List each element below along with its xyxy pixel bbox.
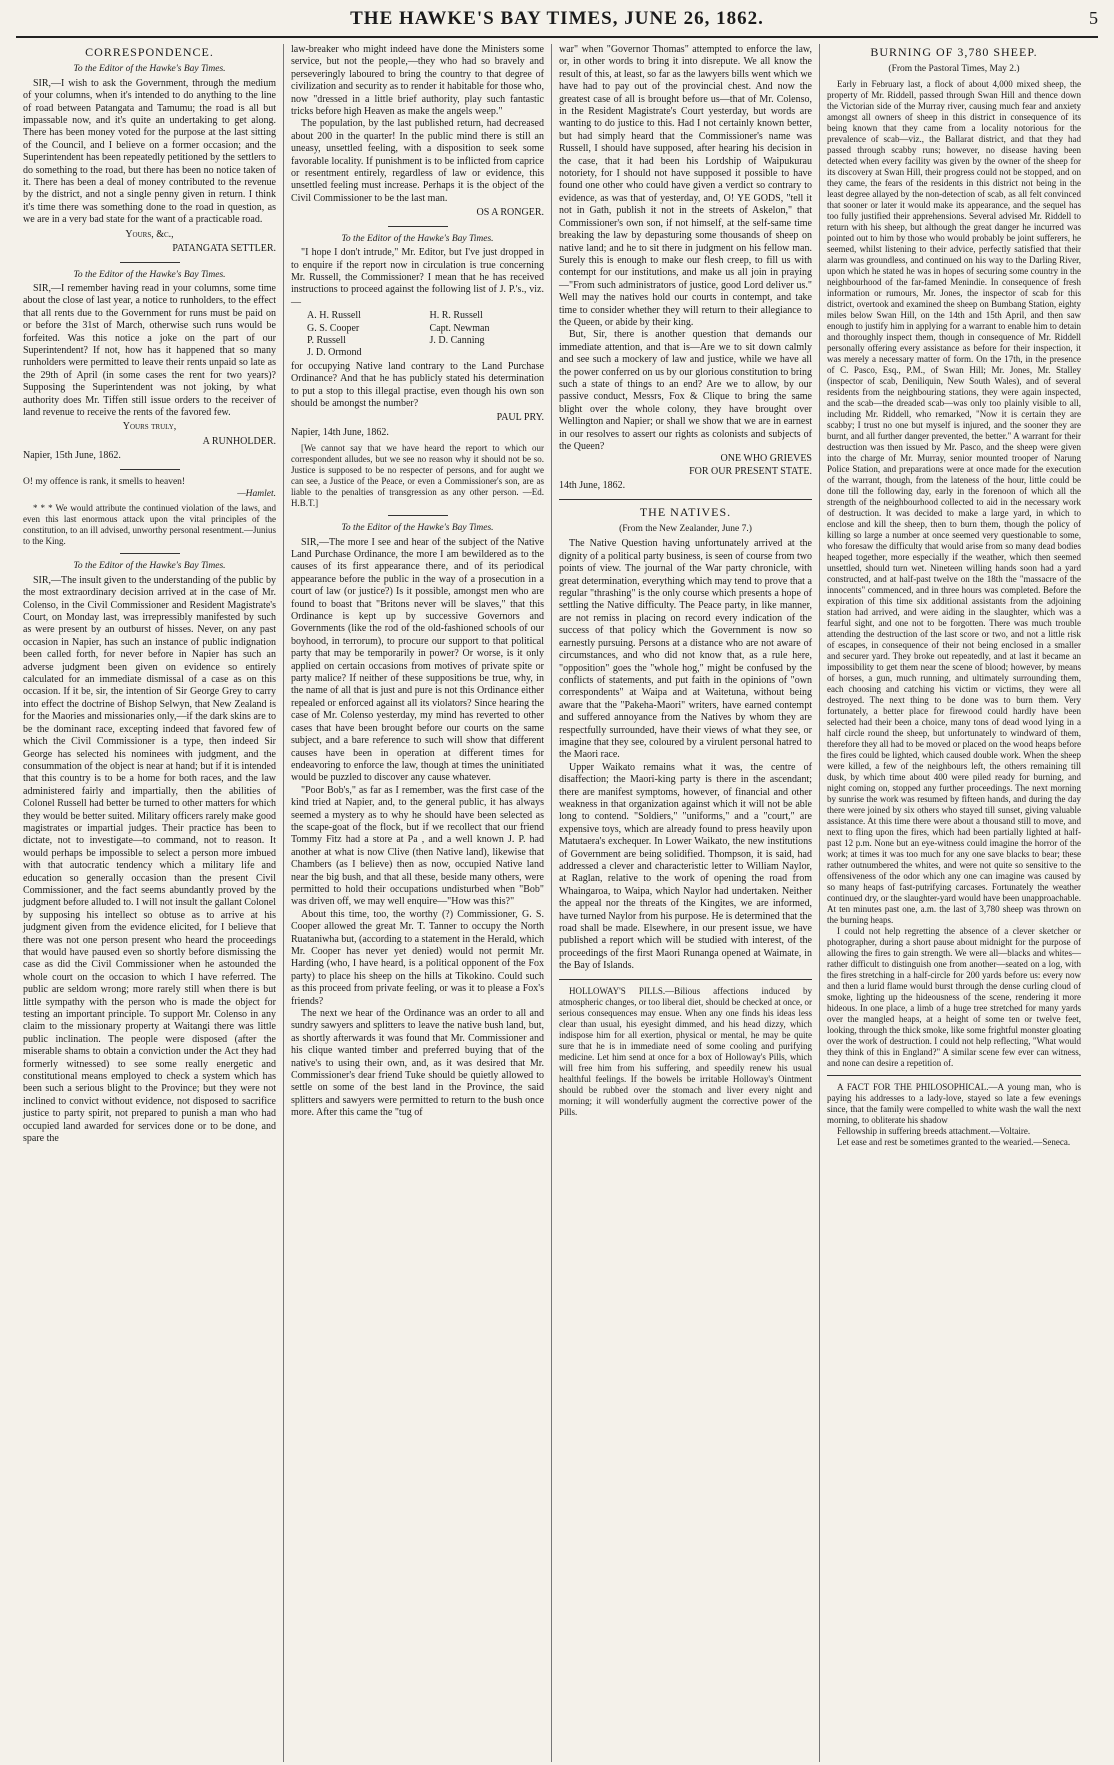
divider [559, 979, 812, 980]
divider [559, 499, 812, 500]
letter-body: "I hope I don't intrude," Mr. Editor, but I've just dropped in to enquire if the report now in circulation is true concerning Mr. Russell, the Commissioner? I mean that he has received instructions to proceed against the following list of J. P.'s., viz.— [291, 247, 544, 308]
jp-name: Capt. Newman [429, 322, 490, 334]
jp-name: P. Russell [307, 334, 346, 346]
article-source: (From the Pastoral Times, May 2.) [888, 64, 1020, 75]
article-body: Upper Waikato remains what it was, the centre of disaffection; the Maori-king party is there in the ascendant; there are manifest symptoms, however, of financial and other weakness in that organization against which it will not be able long to contend. "Soldiers," "uniforms," and a "court," are expensive toys, which are already found to press heavily upon Matutaera's exchequer. In Lower Waikato, the new institutions of Government are being solidified. Thompson, it is said, had addressed a clever and characteristic letter to William Naylor, at Raglan, relative to the work of opening the road from Whaingaroa, to Waipa, which Naylor had undertaken. Neither the appeal nor the threats of the Kingites, we are informed, have turned Naylor from his purpose. He is determined that the road shall be made. Elsewhere, in our present issue, we have published a report which will be studied with interest, of the proceedings of the first Maori Runanga opened at Waimate, in the Bay of Islands. [559, 761, 812, 972]
jp-name [430, 347, 545, 359]
column-3 [552, 44, 820, 1762]
jp-name: J. D. Ormond [307, 347, 362, 359]
letter-body: SIR,—I wish to ask the Government, through the medium of your columns, when it's intended to do anything to the line of road between Patangata and Tamumu; the road is all but impassable now, and it's quite an undertaking to get along. There has been money voted for the purpose at the last sitting of the Council, and I believe on a former occasion; and the Superintendent has been repeatedly petitioned by the settlers to do something to the road, but there has been no notice taken of it. There has been a deal of money contributed to the revenue by the district, and not a single penny given in return. I think it's time there was something done to the road in question, as we are in a very bad state for the want of a practicable road. [23, 77, 276, 226]
burning-sheep-heading: BURNING OF 3,780 SHEEP. [870, 45, 1038, 59]
advertisement: HOLLOWAY'S PILLS.—Bilious affections induced by atmospheric changes, or too liberal diet, should be checked at once, or serious consequences may ensue. When any one finds his ideas less clear than usual, his eyesight dimmed, and his head dizzy, which indispose him for all exertion, physical or mental, he may be quite sure that he is in immediate need of some cooling and purifying medicine. Let him send at once for a box of Holloway's Pills, which will free him from his suffering, and speedily renew his usual healthful feelings. If the bowels be irritable Holloway's Ointment should be rubbed over the stomach and liver every night and morning; it will wonderfully augment the corrective power of the Pills. [559, 985, 812, 1117]
jp-name: A. H. Russell [307, 310, 361, 322]
letter-body: SIR,—The more I see and hear of the subject of the Native Land Purchase Ordinance, the more I am bewildered as to the causes of its first appearance there, and of its periodical appearance before the public in the way of a prosecution in a court of law (or justice?) Is it possible, amongst men who are found to boast that "Britons never will be slaves," that this Ordinance is kept up by successive Governors and Governments (like the rod of the old-fashioned schools of our boyhood, in terrorum), to procure our support to that political party that may be temporarily in power? Or worse, is it only applied on certain occasions from motives of private spite or party malice? If neither of these suppositions be true, why, in the name of all that is just and pure is not this Ordinance either repealed or enforced against all its violators? Since hearing the case of Mr. Colenso yesterday, my mind has reverted to other cases that have been brought before our courts on the same subject, and a bare reference to such will show that different causes have been in operation at different times for endeavoring to enforce the law, though at times the uninitiated would be puzzled to discover any cause whatever. [291, 536, 544, 784]
natives-heading: THE NATIVES. [639, 504, 732, 519]
jp-name: H. R. Russell [429, 310, 483, 322]
letter-address: To the Editor of the Hawke's Bay Times. [73, 64, 226, 75]
letter-signature: ONE WHO GRIEVES [720, 453, 812, 465]
letter-address: To the Editor of the Hawke's Bay Times. [341, 233, 494, 244]
motto-attribution: —Hamlet. [237, 489, 276, 499]
page-number: 5 [1089, 8, 1098, 28]
divider [388, 226, 448, 227]
divider [120, 469, 180, 470]
letter-date: Napier, 15th June, 1862. [23, 450, 121, 462]
letter-body: The next we hear of the Ordinance was an order to all and sundry sawyers and splitters to leave the native bush land, but, as shortly afterwards it was found that Mr. Commissioner and his clique wanted timber and preferred buying that of the native's to using their own, and, as it was desired that Mr. Commissioner's dear friend Tuke should be quietly allowed to settle on some of the best land in the Province, the said splitters and sawyers were permitted to return to the bush once more. After this came the "tug of [291, 1008, 544, 1119]
columns [16, 44, 1098, 1762]
column-4 [820, 44, 1088, 1762]
letter-address: To the Editor of the Hawke's Bay Times. [341, 523, 494, 534]
filler-item: A FACT FOR THE PHILOSOPHICAL.—A young man, who is paying his addresses to a lady-love, stayed so late a few evenings since, that the family were compelled to white wash the wall the next morning, to obliterate his shadow [827, 1081, 1081, 1125]
divider [827, 1075, 1081, 1076]
article-body: The Native Question having unfortunately arrived at the dignity of a political party business, is seen of course from two points of view. The journal of the War party chronicle, with great determination, everything which may tend to prove that a regular "thrashing" is the only course which presents a hope of settling the Native difficulty. The Peace party, in like manner, are not remiss in placing on record every indication of the success of that policy which the Government is now so earnestly pursuing. Persons at a distance who are not aware of circumstances, and who did not know that, as a rule here, "opposition" goes the "whole hog," might be confused by the conflicts of statements, and put faith in the opinions of "own correspondents" at Waipa and at Waitetuna, without being aware that the "Pakeha-Maori" writers, have earned contempt and suffered annoyance from the Natives by whom they are respectfully surrounded, have their views of what they see, or imagine that they see, coloured by a virulent personal hatred to the Maori race. [559, 538, 812, 761]
divider [388, 515, 448, 516]
letter-signature: OS A RONGER. [476, 207, 544, 219]
correspondence-heading: CORRESPONDENCE. [85, 45, 214, 59]
letter-signature: PATANGATA SETTLER. [172, 243, 276, 255]
article-body: I could not help regretting the absence of a clever sketcher or photographer, during a short pause about midnight for the purpose of allowing the fires to gain strength. We were all—blacks and whites—rather difficult to distinguish one from another—seated on a log, with the fires stretching in a half-circle for 200 yards before us: every now and then a lurid flame would burst through the dense curling cloud of smoke, lighting up the hideousness of the scene, rendering it more hideous. In one place, a limb of a huge tree stretched for many yards over the mangled heaps, at a height of some ten or twelve feet, looking, through the thick smoke, like some frightful monster gloating over the work of destruction. I could not help reflecting, "What would they think of this in England?" A similar scene few ever can witness, and none can desire a repetition of. [827, 925, 1081, 1068]
editor-note: [We cannot say that we have heard the report to which our correspondent alludes, but we see no reason why it should not be so. Justice is supposed to be no respecter of persons, and for aught we can see, a Justice of the Peace, or even a Commissioner's son, are as liable to the penalties of transgression as any other person. —Ed. H.B.T.] [291, 443, 544, 509]
letter-signature: PAUL PRY. [496, 412, 544, 424]
letter-body: war" when "Governor Thomas" attempted to enforce the law, or, in other words to bring it into disrepute. We all know the result of this, at least, so far as the lawyers bills went which we have had to pay out of the provincial chest. And now the greatest case of all is brought before us—that of Mr. Colenso, in the Resident Magistrate's Court yesterday, but words are wanting to do justice to this. Had I not certainly known better, but had simply heard that the Commissioner's name was Russell, I should have supposed, after hearing his decision in the case, that it had been his Lordship of Waipukurau notoriety, for I should not have supposed it possible to have found one other who could have given a verdict so contrary to evidence, as was that of yesterday, and, O! YE GODS, "tell it not in Gath, publish it not in the streets of Askelon," that Commissioner's own son, if not himself, at the self-same time breaking the law by depasturing some thousands of sheep on native land; and he to sit there in judgment on his fellow man. Surely this is enough to make our flesh creep, to fill us with contempt for our institutions, and make us all join in praying—"From such administrators of justice, good Lord deliver us." Well may the natives hold our courts in contempt, and take time to consider whether they will return to their allegiance to the Queen, or abide by their king. [559, 44, 812, 328]
jp-list [291, 310, 544, 360]
divider [120, 553, 180, 554]
letter-address: To the Editor of the Hawke's Bay Times. [73, 269, 226, 280]
motto-quote: * * * We would attribute the continued violation of the laws, and even this last enormous attack upon the vital principles of the constitution, to an ill advised, unworthy personal resentment.—Junius to the King. [23, 503, 276, 547]
column-1 [16, 44, 284, 1762]
newspaper-title: THE HAWKE'S BAY TIMES, JUNE 26, 1862. [350, 8, 764, 29]
letter-body: "Poor Bob's," as far as I remember, was the first case of the kind tried at Napier, and, to the general public, it has always seemed a mystery as to why he should have been selected as the scape-goat of the flock, but if we recollect that our friend Tommy Fitz had a store at Pa , and a well known J. P. had another at what is now Clive (then Native land), likewise that Chambers (as I believe) then as now, occupied Native land near the big bush, and that all these, beside many others, were permitted to hold their occupations undisturbed when "Bob" was driven off, we may well enquire—"How was this?" [291, 784, 544, 908]
letter-signature: FOR OUR PRESENT STATE. [689, 465, 812, 477]
letter-body: SIR,—I remember having read in your columns, some time about the close of last year, a notice to runholders, to the effect that all rents due to the Government for runs must be paid on or before the 31st of March, otherwise such runs would be forfeited. Was this notice a joke on the part of our Superintendent? If not, how has it happened that so many runholders were permitted to leave their rents unpaid so late as the 29th of April (in some cases the rent for two years)? Supposing the Superintendent was not joking, by what authority does Mr. Tiffen still issue orders to the receiver of land revenue to receive the rents of the favored few. [23, 282, 276, 418]
letter-body: SIR,—The insult given to the understanding of the public by the most extraordinary decision arrived at in the case of Mr. Colenso, in the Civil Commissioner and Resident Magistrate's Court, on Monday last, was irrepressibly manifested by such as were present by an outburst of hisses. Never, on any past occasion in Napier, has such an instance of public indignation been called forth, for never before in Napier has such an adverse judgment been given on evidence so entirely calculated for an immediate dismissal of a case as on this occasion. If it be, sir, the intention of Sir George Grey to carry into effect the doctrine of Bishop Selwyn, that New Zealand is for the Maories and missionaries only,—if the dark skins are to be the dominant race, excepting indeed that favored few of which the Civil Commissioner is a type, then indeed Sir George has selected his nominees with judgment, and the consummation of the object is near at hand; but if it is intended that this country is to be a home for both races, and the law administered fairly and impartially, then the abilities of Colonel Russell had better be turned to other matters for which they would be better suited. Military officers rarely make good magistrates or impartial judges. Their practice has been to dictate, not to investigate—to command, not to reason. It would perhaps be impossible to select a person more imbued with that autocratic tendency which a military life and education so generally occasion than the present Civil Commissioner, and the fact seems abundantly proved by the judgment before alluded to. I will not insult the gallant Colonel by supposing his intellect so obtuse as to arrive at his judgment given from the evidence elicited, for I believe that there was not one person present who heard the proceedings that would have paused even so shortly before dismissing the case as did the Civil Commissioner when he astounded the whole court on the occasion to which I have referred. The public are seldom wrong; more rarely still when there is but little sympathy with the person who is made the object for testing an important principle. To support Mr. Colenso in any claim to the missionary property at Waitangi there was little public inclination. The people were disposed (after the miserable shams to obtain a conviction under the Act they had formerly witnessed) to see some really energetic and constitutional means employed to check a system which has been such a serious blight to the Province; but they were not inclined to convict without evidence, not disposed to sacrifice justice to party spirit, not prepared to punish a man who had occupied land awarded for services done or to be done, and spare the [23, 574, 277, 1145]
jp-name: J. D. Canning [429, 334, 485, 346]
letter-body: About this time, too, the worthy (?) Commissioner, G. S. Cooper allowed the great Mr. T. Tanner to occupy the North Ruataniwha but, (according to a statement in the Herald, which Mr. Cooper has never yet denied) would not permit Mr. Harding (who, I have heard, is a political opponent of the Fox party) to place his sheep on the hills at Tikokino. Could such as this proceed from private feeling, or was it to please a Fox's friends? [291, 908, 544, 1007]
divider [120, 262, 180, 263]
letter-address: To the Editor of the Hawke's Bay Times. [73, 561, 226, 572]
motto-quote: O! my offence is rank, it smells to heaven! [23, 476, 186, 487]
article-body: Early in February last, a flock of about 4,000 mixed sheep, the property of Mr. Riddell, passed through Swan Hill and thence down the Victorian side of the Murray river, causing much fear and anxiety amongst all owners of sheep in this district in consequence of its being known that they came from a locality notorious for the prevalence of scab—viz., the Ballarat district, and that they had passed through scabby runs; however, no disease having been detected when every facility was given by the owner of the sheep for its discovery at Swan Hill, their progress could not be stopped, and on they came, the fears of the residents in this district not being in the least degree allayed by the non-detection of scab, as all felt convinced that sooner or later it would make its appearance, and the sequel has too fully justified their apprehensions. Several advised Mr. Riddell to return with his sheep, but although the great danger he incurred was pointed out to him by those who would probably be joint sufferers, he seemed, whilst listening to their advice, perfectly satisfied that their alarm was groundless, and continued on his way to the Darling River, upon which he stated he was in hopes of securing some country in the neighbourhood of the far-famed Menindie. In consequence of fresh information or rumours, Mr. Jones, the inspector of scab for this district, overtook and examined the sheep on Bumbang Station, eighty miles below Swan Hill, on the 14th and 15th April, and then saw enough to justify him in applying for a warrant to enable him to detain and thoroughly inspect them, though in consequence of Mr. Riddell personally offering every assistance as before for their inspection, it was merely a necessary matter of form. On the 17th, in the presence of C. Pasco, Esq., P.M., of Swan Hill; Mr. Jones, Mr. Stalley (inspector of scab, Deniliquin, New South Wales), and of several residents from the neighbouring stations, they were again inspected, and the scab—the dreaded scab—was only too plainly visible to all, including Mr. Riddell, who remarked, "Now it is certain they are scabby; I trust no one but myself is injured, and the sooner they are burnt, and all further danger prevented, the better." A warrant for their destruction was then issued by Mr. Pasco, and the sheep were given into the charge of Mr. Murray, senior mounted trooper of Narung Police Station, and preparations were at once made for the execution of the warrant, though, from the lateness of the hour, little could be done till the following day, early in the forenoon of which all the strength of the neighbourhood collected to aid in the necessary work of destruction. It was decided to make a large yard, in which to enclose and kill the sheep, then to burn them, though the policy of killing so large a number at once seemed very questionable to some, who foresaw the difficulty that would arise from so many dead bodies heaped together, more especially if the weather, which then seemed unsettled, should turn wet. Nineteen willing hands soon had a yard constructed, and at half-past twelve on the 18th the "massacre of the innocents" commenced, and in three hours was completed. Before the expiration of this time six additional assistants from the adjoining station had arrived, and were aiding in the slaughter, which was a fearful sight, and one not to be forgotten. There was much trouble attending the destruction of the last score or two, and not a little risk of escapes, in consequence of their not being enclosed in a smaller and securer yard. They broke out repeatedly, and at last it became an impossibility to get them near the scene of blood; however, by means of horses, a gun, much running, and ultimately surrounding them, each choosing and catching his victim or victims, they were all destroyed. The next thing to be done was to burn them. Very fortunately, a better place for firewood could hardly have been selected had their been a choice, many tons of dead wood lying in a half circle round the sheep, but unfortunately to windward of them, therefore they all had to be moved or placed on the wood heaps before the fires could be lighted, which caused double work. When the sheep were killed, a few of the neighbours left, the others remaining till dusk, by which time about 400 were piled ready for burning, and night coming on, stopped any further proceedings. The next morning by sunrise the work was resumed by fifteen hands, and during the day there were joined by six others who stayed till sunset, giving valuable assistance. At this time there were about a thousand still to move, and next to fling upon the fires, which had been partially lighted at half-past 12 p.m. None but an eye-witness could imagine the horror of the work; at times it was too much for any one save blacks to bear; these rather outnumbered the whites, and were not quite so sensitive to the offensiveness of the odor which any one can imagine was caused by so many heaps of fast-putrifying carcases. Fortunately the weather continued dry, or the slaughter-yard would have been unapproachable. At ten minutes past one, a.m. the last of 3,780 sheep was thrown on the burning heaps. [827, 78, 1081, 925]
letter-body: for occupying Native land contrary to the Land Purchase Ordinance? And that he has publicly stated his determination to put a stop to this illegal practise, even though his own son should be amongst the number? [291, 360, 544, 409]
letter-body: law-breaker who might indeed have done the Ministers some service, but not the people,—they who had so bravely and perseveringly laboured to bring the country to that degree of civilization and security as to render it habitable for those who, now "dressed in a little brief authority, play such fantastic tricks before high Heaven as make the angels weep." [291, 44, 544, 118]
letter-closing: Yours, &c., [125, 228, 174, 240]
letter-signature: A RUNHOLDER. [202, 435, 276, 447]
letter-closing: Yours truly, [122, 421, 177, 433]
filler-item: Let ease and rest be sometimes granted to the wearied.—Seneca. [837, 1136, 1071, 1147]
article-source: (From the New Zealander, June 7.) [619, 524, 752, 535]
column-2 [284, 44, 552, 1762]
letter-date: Napier, 14th June, 1862. [291, 426, 389, 438]
letter-body: But, Sir, there is another question that demands our immediate attention, and that is—Are we to sit down calmly and see such a mockery of law and justice, while we have all the power conferred on us by our glorious constitution to bring such a state of things to an end? Are we to allow, by our passive conduct, Messrs, Fox & Clique to bring the same blight over the whole colony, they have brought over Wellington and Napier; or shall we show that we are in earnest in our resolves to assert our rights as colonists and subjects of the Queen? [559, 329, 812, 452]
letter-body: The population, by the last published return, had decreased about 200 in the quarter! In the public mind there is still an uneasy, unsettled feeling, with a disposition to seek some favorable locality. If punishment is to be inflicted from caprice or resentment entirely, regardless of law or evidence, this unsettled feeling must increase. Perhaps it is the object of the Civil Commissioner to be the last man. [291, 118, 544, 204]
filler-item: Fellowship in suffering breeds attachment.—Voltaire. [837, 1125, 1031, 1136]
masthead [16, 8, 1098, 38]
jp-name: G. S. Cooper [307, 322, 360, 334]
letter-date: 14th June, 1862. [559, 480, 626, 492]
